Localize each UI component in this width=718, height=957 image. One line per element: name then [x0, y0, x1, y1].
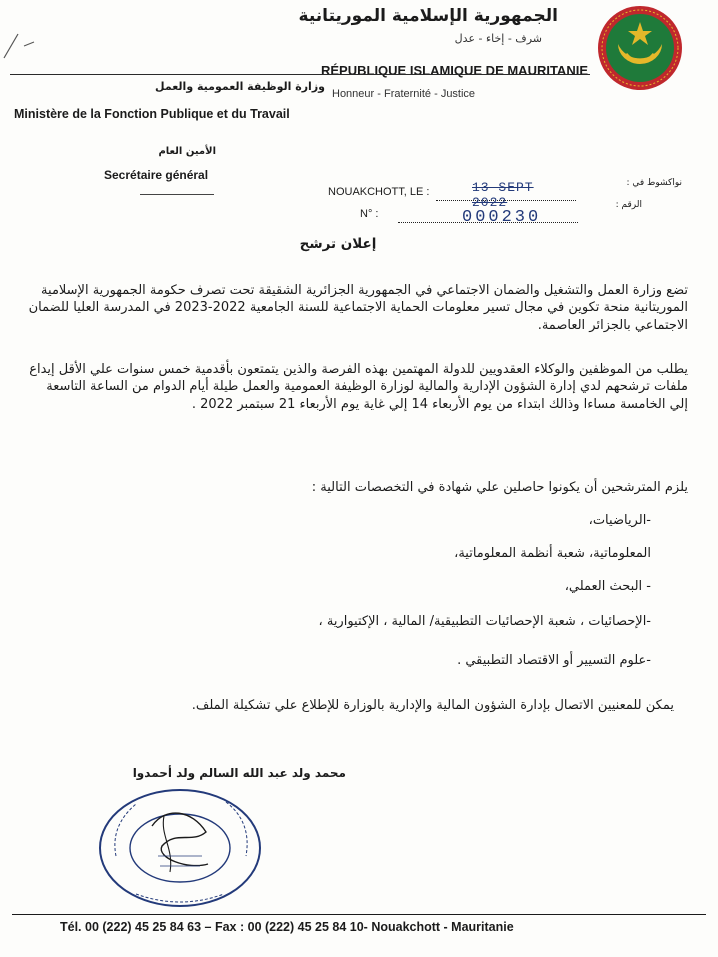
country-name-french: RÉPUBLIQUE ISLAMIQUE DE MAURITANIE [321, 63, 588, 78]
number-label: N° : [360, 208, 379, 220]
secretary-general-arabic: الأمين العام [158, 146, 216, 157]
official-stamp-icon [96, 786, 264, 910]
header-divider [10, 74, 590, 75]
country-name-arabic: الجمهورية الإسلامية الموريتانية [298, 6, 558, 26]
ministry-name-arabic: وزارة الوظيفة العمومية والعمل [155, 80, 325, 93]
motto-french: Honneur - Fraternité - Justice [332, 88, 476, 100]
specialty-list-item: -الرياضيات، [588, 513, 651, 528]
specialty-list-item: المعلوماتية، شعبة أنظمة المعلوماتية، [454, 546, 651, 561]
announcement-subject: إعلان ترشح [299, 236, 377, 252]
ministry-name-french: Ministère de la Fonction Publique et du Travail [14, 107, 290, 121]
specialty-list-item: - البحث العملي، [564, 579, 651, 594]
footer-contact: Tél. 00 (222) 45 25 84 63 – Fax : 00 (222) 45 25 84 10- Nouakchott - Mauritanie [60, 920, 514, 934]
body-paragraph-1: تضع وزارة العمل والتشغيل والضمان الاجتماعي في الجمهورية الجزائرية الشقيقة تحت تصرف حكومة الجمهورية الإسلامية الموريتانية منحة تكوين في مجال تسير معلومات الحماية الاجتماعية للسنة الجامعية 2022-2023 في المدرسة العليا للضمان الاجتماعي بالجزائر العاصمة. [28, 283, 688, 333]
motto-arabic: شرف - إخاء - عدل [454, 32, 542, 45]
number-label-arabic: الرقم : [615, 200, 642, 210]
body-paragraph-3: يلزم المترشحين أن يكونوا حاصلين علي شهادة في التخصصات التالية : [311, 480, 688, 495]
reference-number-value: 000230 [462, 208, 542, 227]
secretariat-divider [140, 194, 214, 195]
footer-divider [12, 914, 706, 915]
date-label-arabic: نواكشوط في : [626, 178, 682, 188]
date-label: NOUAKCHOTT, LE : [328, 186, 430, 198]
signatory-name: محمد ولد عبد الله السالم ولد أحمدوا [132, 766, 346, 780]
national-emblem-icon [596, 4, 684, 92]
body-paragraph-2: يطلب من الموظفين والوكلاء العقدويين للدولة المهتمين بهذه الفرصة والذين يتمتعون بأقدمية خمس سنوات علي الأقل إيداع ملفات ترشحهم لدي إدارة الشؤون الإدارية والمالية لوزارة الوظيفة العمومية والعمل طيلة أيام الدوام من الساعة التاسعة إلي الخامسة مساءا وذالك ابتداء من يوم الأربعاء 14 إلي غاية يوم الأربعاء 21 سبتمبر 2022 . [29, 362, 688, 412]
date-stamp-value: 13 SEPT 2022 [472, 180, 534, 210]
specialty-list-item: -الإحصائيات ، شعبة الإحصائيات التطبيقية/ المالية ، الإكتيوارية ، [318, 614, 651, 629]
secretary-general-french: Secrétaire général [104, 168, 209, 182]
pen-mark-icon [0, 30, 40, 62]
specialty-list-item: -علوم التسيير أو الاقتصاد التطبيقي . [457, 653, 651, 668]
body-paragraph-4: يمكن للمعنيين الاتصال بإدارة الشؤون المالية والإدارية بالوزارة للإطلاع علي تشكيلة الملف. [191, 698, 674, 713]
